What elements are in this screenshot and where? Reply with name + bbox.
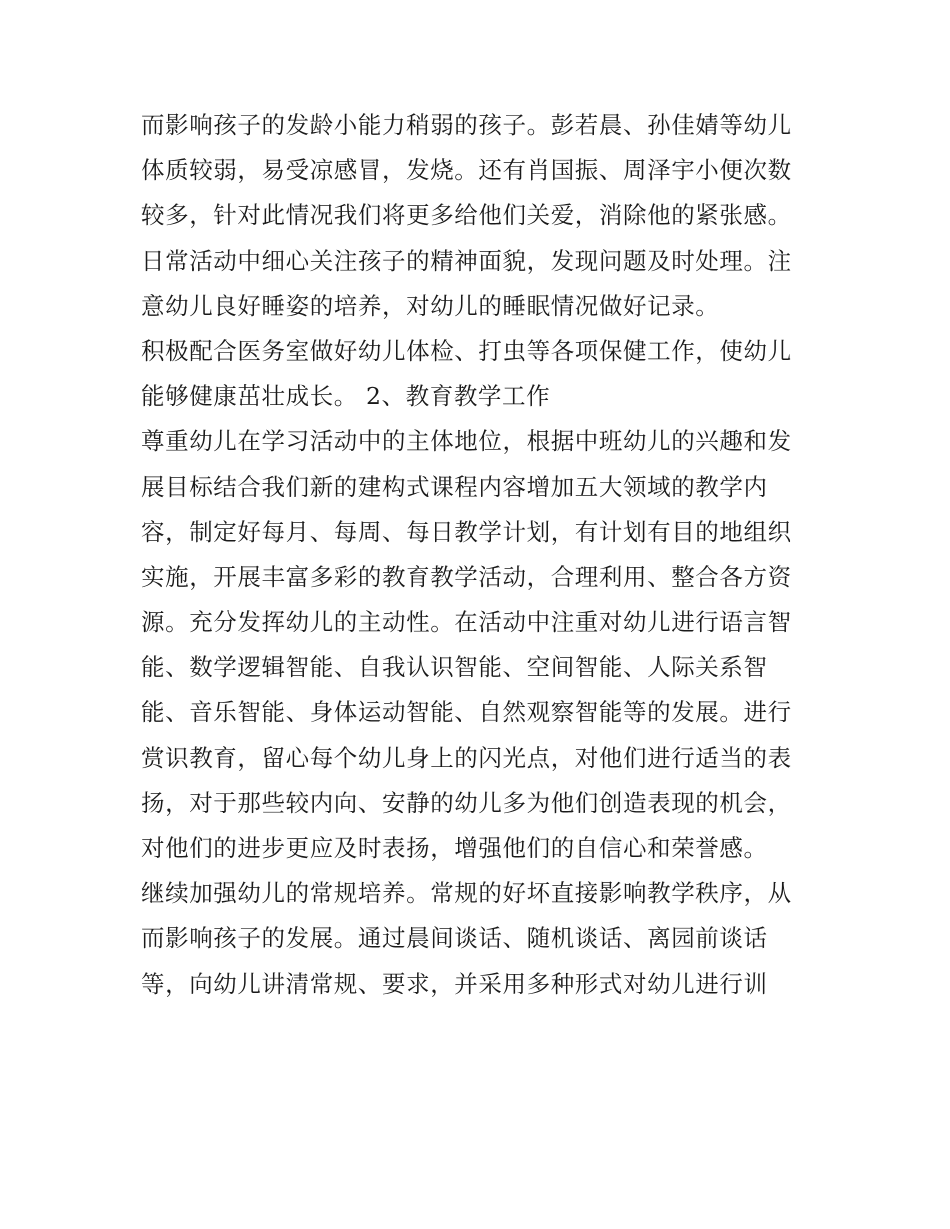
text-line-1: 而影响孩子的发龄小能力稍弱的孩子。彭若晨、孙佳婧等幼儿: [141, 111, 792, 139]
text-line-2: 体质较弱，易受凉感冒，发烧。还有肖国振、周泽宇小便次数: [141, 156, 792, 185]
text-line-4: 日常活动中细心关注孩子的精神面貌，发现问题及时处理。注: [141, 246, 792, 275]
text-line-11: 实施，开展丰富多彩的教育教学活动，合理利用、整合各方资: [141, 562, 792, 591]
text-line-9: 展目标结合我们新的建构式课程内容增加五大领域的教学内: [141, 472, 768, 501]
text-line-3: 较多，针对此情况我们将更多给他们关爱，消除他的紧张感。: [141, 201, 792, 230]
text-line-17: 对他们的进步更应及时表扬，增强他们的自信心和荣誉感。: [141, 834, 768, 862]
body-text: [141, 103, 831, 1007]
text-line-16: 扬，对于那些较内向、安静的幼儿多为他们创造表现的机会，: [141, 788, 792, 817]
text-line-20: 等，向幼儿讲清常规、要求，并采用多种形式对幼儿进行训: [141, 969, 768, 998]
text-line-12: 源。充分发挥幼儿的主动性。在活动中注重对幼儿进行语言智: [141, 608, 792, 637]
text-line-7: 能够健康茁壮成长。 2、教育教学工作: [141, 382, 551, 411]
text-line-18: 继续加强幼儿的常规培养。常规的好坏直接影响教学秩序，从: [141, 879, 792, 908]
text-line-15: 赏识教育，留心每个幼儿身上的闪光点，对他们进行适当的表: [141, 743, 792, 772]
text-line-13: 能、数学逻辑智能、自我认识智能、空间智能、人际关系智: [141, 653, 768, 682]
text-line-14: 能、音乐智能、身体运动智能、自然观察智能等的发展。进行: [141, 698, 792, 727]
text-line-8: 尊重幼儿在学习活动中的主体地位，根据中班幼儿的兴趣和发: [141, 427, 792, 456]
text-line-5: 意幼儿良好睡姿的培养，对幼儿的睡眠情况做好记录。: [141, 291, 720, 320]
text-line-19: 而影响孩子的发展。通过晨间谈话、随机谈话、离园前谈话: [141, 924, 768, 953]
text-line-6: 积极配合医务室做好幼儿体检、打虫等各项保健工作，使幼儿: [141, 336, 792, 365]
text-line-10: 容，制定好每月、每周、每日教学计划，有计划有目的地组织: [141, 517, 792, 546]
